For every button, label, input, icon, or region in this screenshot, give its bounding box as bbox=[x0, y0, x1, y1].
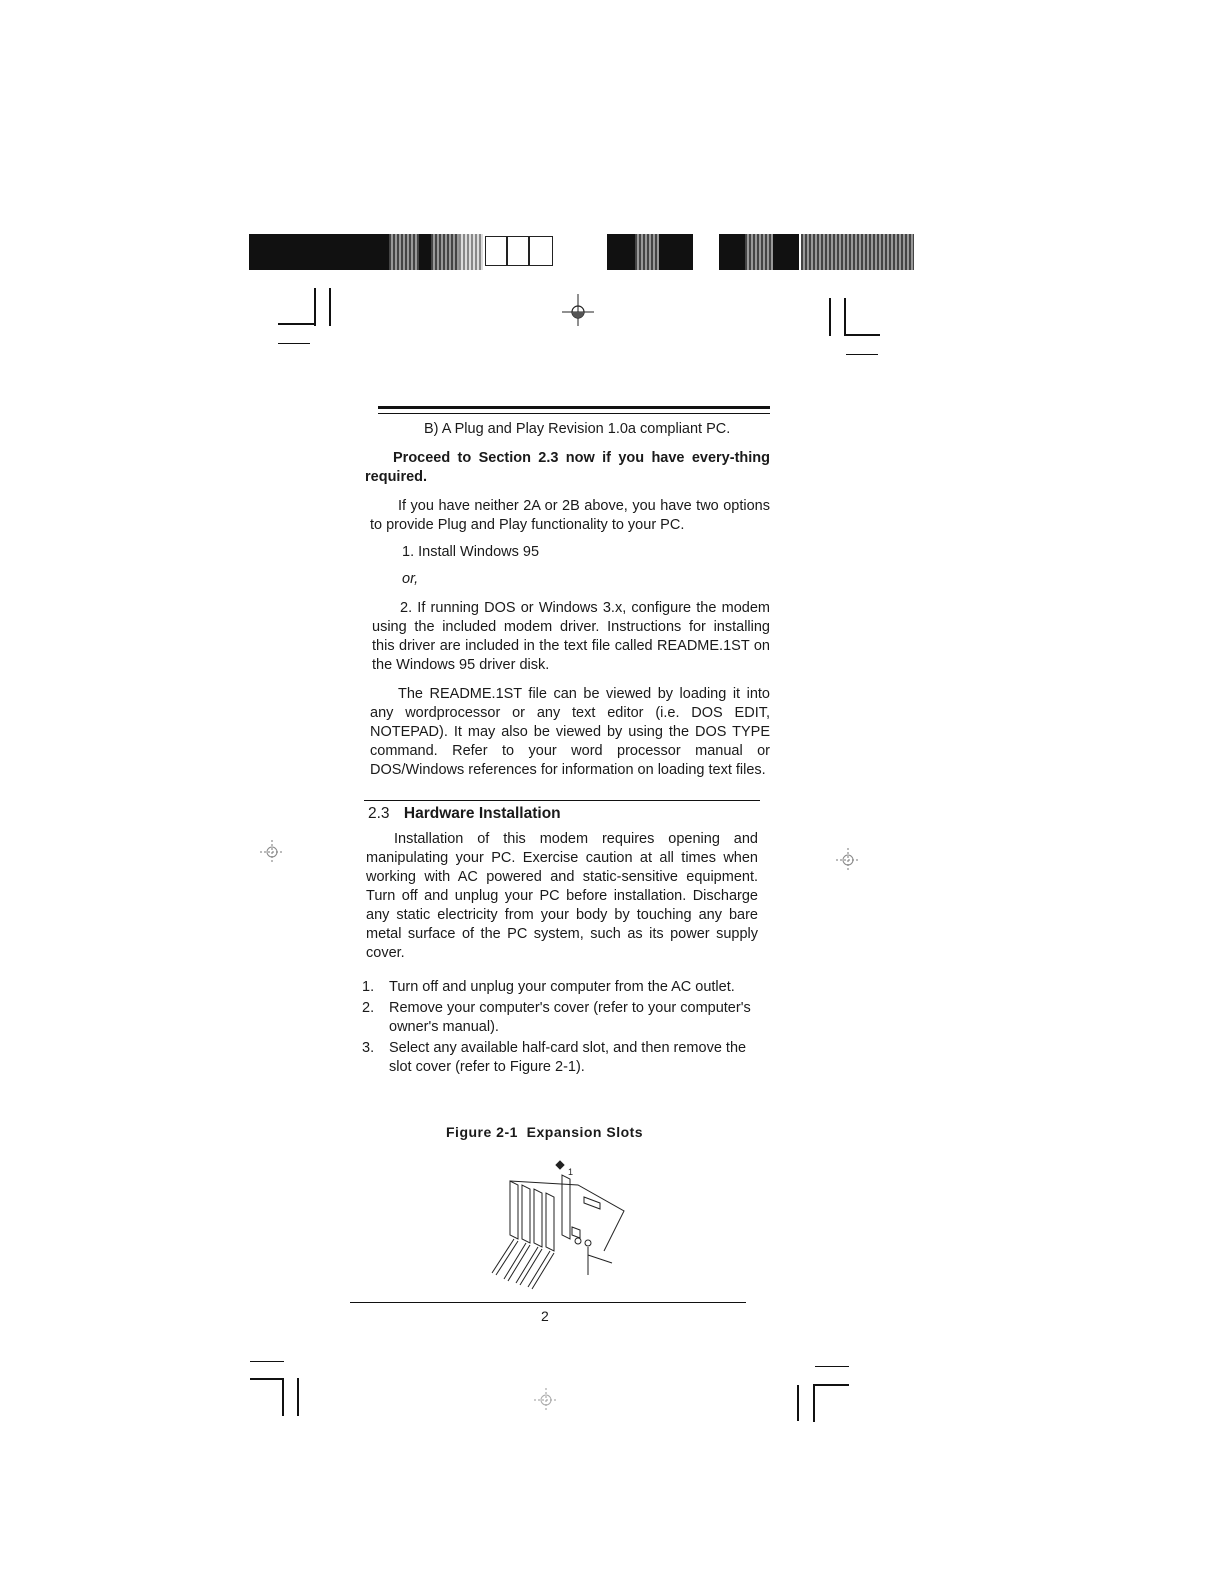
proceed-note: Proceed to Section 2.3 now if you have every-thing required. bbox=[365, 450, 770, 485]
registration-target-icon bbox=[560, 292, 596, 328]
step-number: 2. bbox=[362, 1000, 375, 1016]
step-number: 3. bbox=[362, 1040, 375, 1056]
page-body bbox=[360, 420, 770, 780]
registration-target-icon bbox=[834, 846, 862, 874]
section-body bbox=[366, 830, 758, 969]
figure-caption: Figure 2-1 Expansion Slots bbox=[446, 1124, 644, 1140]
footer-rule bbox=[350, 1302, 746, 1303]
neither-paragraph: If you have neither 2A or 2B above, you have two options to provide Plug and Play functionality to your PC. bbox=[370, 498, 770, 533]
option-1: 1. Install Windows 95 bbox=[402, 544, 540, 560]
top-rule-thick bbox=[378, 406, 770, 409]
or-text: or, bbox=[402, 571, 419, 587]
registration-bar-left bbox=[249, 234, 555, 270]
step-text: Turn off and unplug your computer from the AC outlet. bbox=[389, 979, 735, 995]
step-text: Remove your computer's cover (refer to your computer's owner's manual). bbox=[389, 1000, 751, 1035]
section-number: 2.3 bbox=[368, 805, 390, 822]
section-rule bbox=[364, 800, 760, 801]
registration-target-icon bbox=[258, 838, 286, 866]
registration-target-icon bbox=[532, 1386, 560, 1414]
readme-paragraph: The README.1ST file can be viewed by loading it into any wordprocessor or any text editor (i.e. DOS EDIT, NOTEPAD). It may also be viewed by using the DOS TYPE command. Refer to your word processor manual or DOS/Windows references for information on loading text files. bbox=[370, 686, 770, 778]
step-text: Select any available half-card slot, and then remove the slot cover (refer to Figure 2-1). bbox=[389, 1040, 747, 1075]
section-title: Hardware Installation bbox=[403, 805, 561, 822]
list-item bbox=[362, 978, 756, 997]
section-heading bbox=[368, 805, 561, 823]
expansion-slots-figure bbox=[488, 1155, 628, 1290]
registration-bar-right bbox=[607, 234, 914, 270]
install-paragraph: Installation of this modem requires opening and manipulating your PC. Exercise caution at all times when working with AC powered and static-sensitive equipment. Turn off and unplug your PC before installation. Discharge any static electricity from your body by touching any bare metal surface of the PC system, such as its power supply cover. bbox=[366, 831, 758, 961]
steps-list bbox=[362, 978, 756, 1077]
step-number: 1. bbox=[362, 979, 375, 995]
page-number: 2 bbox=[541, 1308, 549, 1324]
list-item bbox=[362, 999, 756, 1037]
list-item bbox=[362, 1039, 756, 1077]
item-b: B) A Plug and Play Revision 1.0a compliant PC. bbox=[424, 421, 731, 437]
figure-callout: 1 bbox=[568, 1167, 574, 1177]
option-2: 2. If running DOS or Windows 3.x, configure the modem using the included modem driver. Instructions for installing this driver are included in the text file called README.1ST on the Windows 95 driver disk. bbox=[372, 600, 770, 673]
top-rule-thin bbox=[378, 413, 770, 414]
